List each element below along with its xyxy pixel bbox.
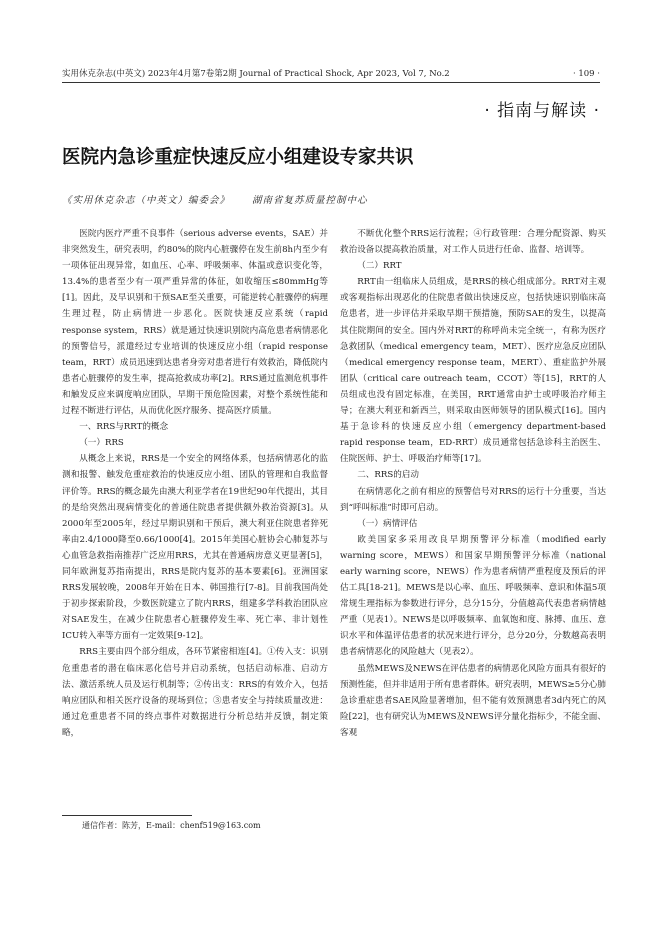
journal-info: 实用休克杂志(中英文) 2023年4月第7卷第2期 Journal of Practical Shock, Apr 2023, Vol 7, No.2: [62, 69, 450, 79]
section-heading: 二、RRS的启动: [357, 470, 419, 481]
section-heading: （二）RRT: [357, 261, 402, 272]
section-heading: （一）RRS: [79, 438, 124, 449]
running-header: [62, 66, 600, 83]
author-org: 湖南省复苏质量控制中心: [252, 195, 368, 206]
author-line: [62, 192, 368, 206]
body-paragraph: 虽然MEWS及NEWS在评估患者的病情恶化风险方面具有很好的预测性能，但并非适用于所有患者群体。研究表明，MEWS≥5分心肺急诊重症患者SAE风险显著增加，但不能有效预测患者3d内死亡的风险[22]，也有研究认为MEWS及NEWS评分量化指标少，不能全面、客观: [340, 663, 606, 738]
body-paragraph: 医院内医疗严重不良事件（serious adverse events，SAE）并非突然发生，研究表明，约80%的院内心脏骤停在发生前8h内至少有一项体征出现异常，如血压、心率、呼吸频率、体温或意识变化等，13.4%的患者至少有一项严重异常的体征，如收缩压≤80mmHg等[1]。因此，及早识别和干预SAE至关重要，可能逆转心脏骤停的病理生理过程，防止病情进一步恶化。医院快速反应系统（rapid response system，RRS）就是通过快速识别院内高危患者病情恶化的预警信号，派遣经过专业培训的快速反应小组（rapid response team，RRT）成员迅速到达患者身旁对患者进行有效救治，降低院内患者心脏骤停的发生率，提高抢救成功率[2]。RRS通过监测危机事件和触发反应来调度响应团队，早期干预危险因素，对整个系统性能和过程不断进行评估，从而优化医疗服务、提高医疗质量。: [62, 229, 328, 417]
body-paragraph: 在病情恶化之前有相应的预警信号对RRS的运行十分重要，当达到“呼叫标准”时即可启动。: [340, 486, 606, 513]
body-paragraph: RRT由一组临床人员组成，是RRS的核心组成部分。RRT对主观或客观指标出现恶化的住院患者做出快速反应，包括快速识别临床高危患者，进一步评估并采取早期干预措施，预防SAE的发生，以提高其住院期间的安全。国内外对RRT的称呼尚未完全统一，有称为医疗急救团队（medical emergency team，MET）、医疗应急反应团队（medical emergency response team，MERT）、重症监护外展团队（critical care outreach team，CCOT）等[15]，RRT的人员组成也没有固定标准，在美国，RRT通常由护士或呼吸治疗师主导；在澳大利亚和新西兰，则采取由医师领导的团队模式[16]。国内基于急诊科的快速反应小组（emergency department-based rapid response team，ED-RRT）成员通常包括急诊科主治医生、住院医师、护士、呼吸治疗师等[17]。: [340, 277, 606, 465]
body-paragraph: 从概念上来说，RRS是一个安全的网络体系，包括病情恶化的监测和报警、触发危重症救治的快速反应小组、团队的管理和自我监督评价等。RRS的概念最先由澳大利亚学者在19世纪90年代提出，其目的是给突然出现病情变化的普通住院患者提供额外救治资源[3]。从2000年至2005年，经过早期识别和干预后，澳大利亚住院患者猝死率由2.4/1000降至0.66/1000[4]。2015年美国心脏协会心肺复苏与心血管急救指南推荐广泛应用RRS，尤其在普通病房意义更显著[5]，同年欧洲复苏指南提出，RRS是院内复苏的基本要素[6]。亚洲国家RRS发展较晚，2008年开始在日本、韩国推行[7-8]。目前我国尚处于初步探索阶段，少数医院建立了院内RRS，组建多学科救治团队应对SAE发生，在减少住院患者心脏骤停发生率、死亡率、非计划性ICU转入率等方面有一定效果[9-12]。: [62, 454, 328, 642]
footnote-divider: [62, 815, 192, 816]
left-column: [62, 226, 328, 741]
section-tag: · 指南与解读 ·: [484, 101, 600, 121]
page-number: · 109 ·: [572, 69, 600, 79]
body-paragraph: 不断优化整个RRS运行流程；④行政管理：合理分配资源、购买救治设备以提高救治质量，对工作人员进行任命、监督、培训等。: [340, 229, 606, 256]
body-paragraph: RRS主要由四个部分组成，各环节紧密相连[4]。①传入支：识别危重患者的潜在临床恶化信号并启动系统，包括启动标准、启动方法、激活系统人员及运行机制等；②传出支：RRS的有效介入，包括响应团队和相关医疗设备的现场到位；③患者安全与持续质量改进：通过危重患者不同的终点事件对数据进行分析总结并反馈，制定策略，: [62, 647, 328, 738]
section-heading: （一）病情评估: [357, 518, 418, 529]
corresponding-author-footnote: 通信作者：陈芳，E-mail：chenf519@163.com: [82, 821, 261, 830]
author-group: 《实用休克杂志（中英文）编委会》: [62, 195, 231, 206]
section-heading: 一、RRS与RRT的概念: [79, 422, 169, 433]
right-column: [340, 226, 606, 741]
article-title: 医院内急诊重症快速反应小组建设专家共识: [62, 147, 414, 168]
body-paragraph: 欧美国家多采用改良早期预警评分标准（modified early warning score，MEWS）和国家早期预警评分标准（national early warning score，NEWS）作为患者病情严重程度及预后的评估工具[18-21]。MEWS是以心率、血压、呼吸频率、意识和体温5项常规生理指标为参数进行评分，总分15分，分值越高代表患者病情越严重（见表1）。NEWS是以呼吸频率、血氧饱和度、脉搏、血压、意识水平和体温评估患者的状况来进行评分，总分20分，分数越高表明患者病情恶化的风险越大（见表2）。: [340, 534, 606, 658]
